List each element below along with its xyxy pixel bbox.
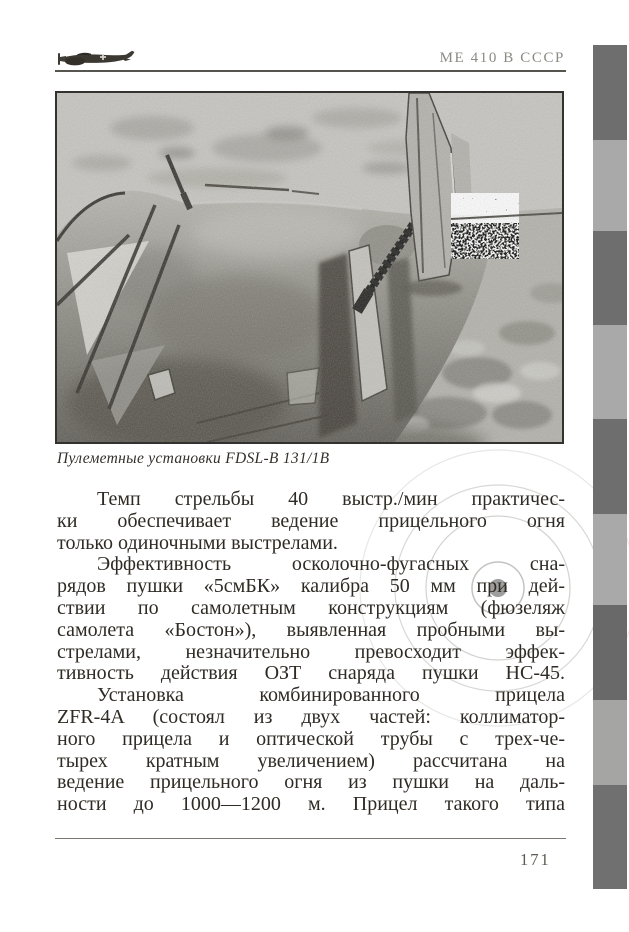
me410-silhouette-icon xyxy=(55,48,137,70)
page-edge-tab-strip xyxy=(593,45,627,889)
edge-tab xyxy=(593,785,627,889)
edge-tab xyxy=(593,140,627,231)
text-line: только одиночными выстрелами. xyxy=(57,531,338,554)
edge-tab xyxy=(593,45,627,140)
text-line: Темп стрельбы 40 выстр./мин практичес- xyxy=(97,488,565,510)
text-line: самолета «Бостон»), выявленная пробными вы- xyxy=(57,618,565,641)
edge-tab xyxy=(593,514,627,605)
text-line: Установка комбинированного прицела xyxy=(97,684,565,707)
text-line: ки обеспечивает ведение прицельного огня xyxy=(57,509,565,532)
edge-tab xyxy=(593,605,627,700)
text-line: ного прицела и оптической трубы с трех-че- xyxy=(57,727,565,750)
footer-rule xyxy=(55,838,566,839)
text-line: ведение прицельного огня из пушки на даль- xyxy=(57,771,565,794)
text-line: тырех кратным увеличением) рассчитана на xyxy=(57,749,565,772)
text-line: стрелами, незначительно превосходит эффек- xyxy=(57,640,565,663)
aircraft-photo xyxy=(55,91,564,444)
running-head-title: МЕ 410 В СССР xyxy=(439,50,565,66)
edge-tab xyxy=(593,419,627,514)
body-text xyxy=(57,489,565,816)
text-line: ности до 1000—1200 м. Прицел такого типа xyxy=(57,793,565,816)
photo-caption: Пулеметные установки FDSL-B 131/1B xyxy=(57,450,330,467)
text-line: рядов пушки «5смБК» калибра 50 мм при дей- xyxy=(57,575,565,598)
text-line: тивность действия ОЗТ снаряда пушки НС-45. xyxy=(57,662,565,685)
edge-tab xyxy=(593,325,627,419)
edge-tab xyxy=(593,231,627,325)
header-rule xyxy=(55,70,566,72)
text-line: ZFR-4A (состоял из двух частей: коллиматор- xyxy=(57,705,565,728)
page-number: 171 xyxy=(520,850,551,869)
text-line: ствии по самолетным конструкциям (фюзеляж xyxy=(57,596,565,619)
text-line: Эффективность осколочно-фугасных сна- xyxy=(97,553,565,576)
edge-tab xyxy=(593,700,627,785)
